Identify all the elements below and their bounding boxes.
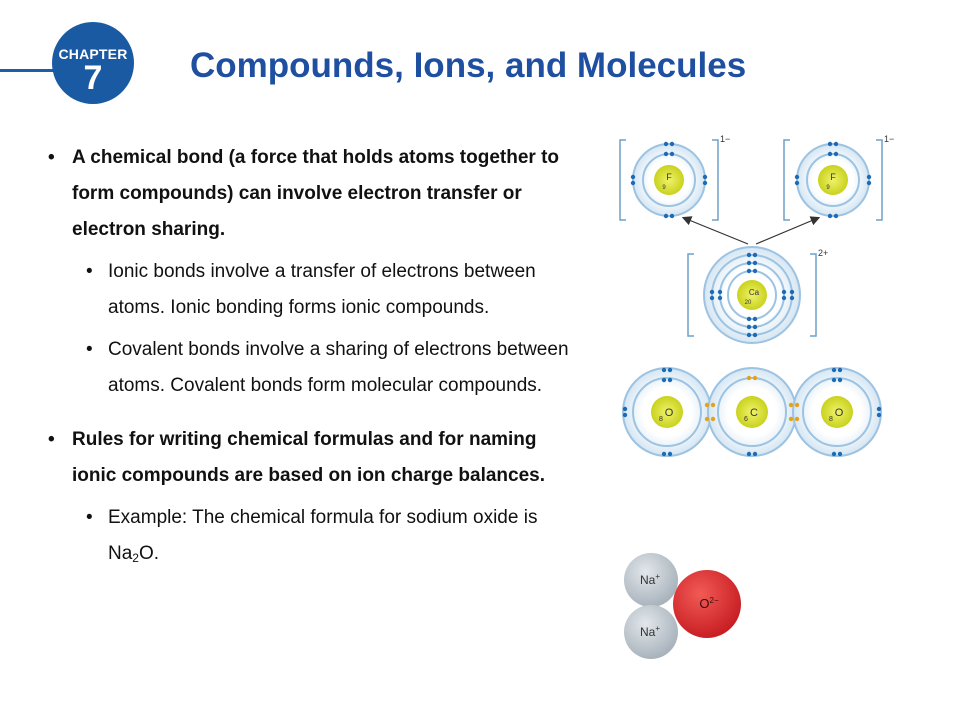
fluorine-number-right: 9 [826, 185, 830, 191]
bracket-left-close [712, 140, 718, 220]
sub-bullet-covalent-bonds: • Covalent bonds involve a sharing of electrons between atoms. Covalent bonds form molecular compounds. [44, 332, 584, 404]
fluorine-charge-left: 1− [720, 134, 731, 144]
oxygen-symbol-left: O [664, 407, 674, 419]
slide-content [44, 140, 584, 572]
sodium-charge-top: + [655, 572, 661, 581]
chapter-label: CHAPTER [58, 46, 128, 62]
oxygen-symbol-right: O [834, 407, 844, 419]
fluorine-number-left: 9 [662, 185, 666, 191]
bullet-formula-rules: • Rules for writing chemical formulas and for naming ionic compounds are based on ion charge balances. [44, 422, 584, 494]
bullet-chemical-bond: • A chemical bond (a force that holds atoms together to form compounds) can involve electron transfer or electron sharing. [44, 140, 584, 248]
fluorine-symbol-right: F [830, 172, 836, 182]
sodium-symbol-top: Na [639, 573, 656, 587]
bracket-left-open [620, 140, 626, 220]
chapter-number: 7 [83, 59, 103, 97]
carbon-number: 6 [744, 416, 748, 423]
sodium-oxide-model [624, 553, 741, 659]
oxygen-number-right: 8 [829, 416, 833, 423]
sub-bullet-example [44, 500, 584, 572]
transfer-arrow-right [756, 218, 818, 244]
calcium-symbol: Ca [748, 288, 760, 297]
sub-bullet-ionic-bonds: • Ionic bonds involve a transfer of electrons between atoms. Ionic bonding forms ionic compounds. [44, 254, 584, 326]
transfer-arrow-left [684, 218, 748, 244]
page-title: Compounds, Ions, and Molecules [190, 46, 747, 85]
example-subscript: 2 [132, 551, 139, 565]
example-text: Example: The chemical formula for sodium oxide is Na [108, 507, 538, 564]
calcium-number: 20 [744, 300, 752, 306]
sodium-charge-bottom: + [655, 624, 661, 633]
calcium-charge: 2+ [818, 248, 829, 258]
chapter-badge [52, 22, 134, 104]
sodium-symbol-bottom: Na [639, 625, 656, 639]
fluorine-charge-right: 1− [884, 134, 895, 144]
bracket-right-open [784, 140, 790, 220]
oxide-symbol: O [699, 596, 710, 611]
oxygen-number-left: 8 [659, 416, 663, 423]
fluorine-symbol-left: F [666, 172, 672, 182]
bracket-right-close [876, 140, 882, 220]
example-suffix: O. [138, 543, 160, 564]
chemistry-figures [612, 128, 912, 668]
oxide-charge: 2− [709, 596, 719, 605]
bracket-ca-open [688, 254, 694, 336]
bracket-ca-close [810, 254, 816, 336]
carbon-symbol: C [750, 407, 758, 419]
